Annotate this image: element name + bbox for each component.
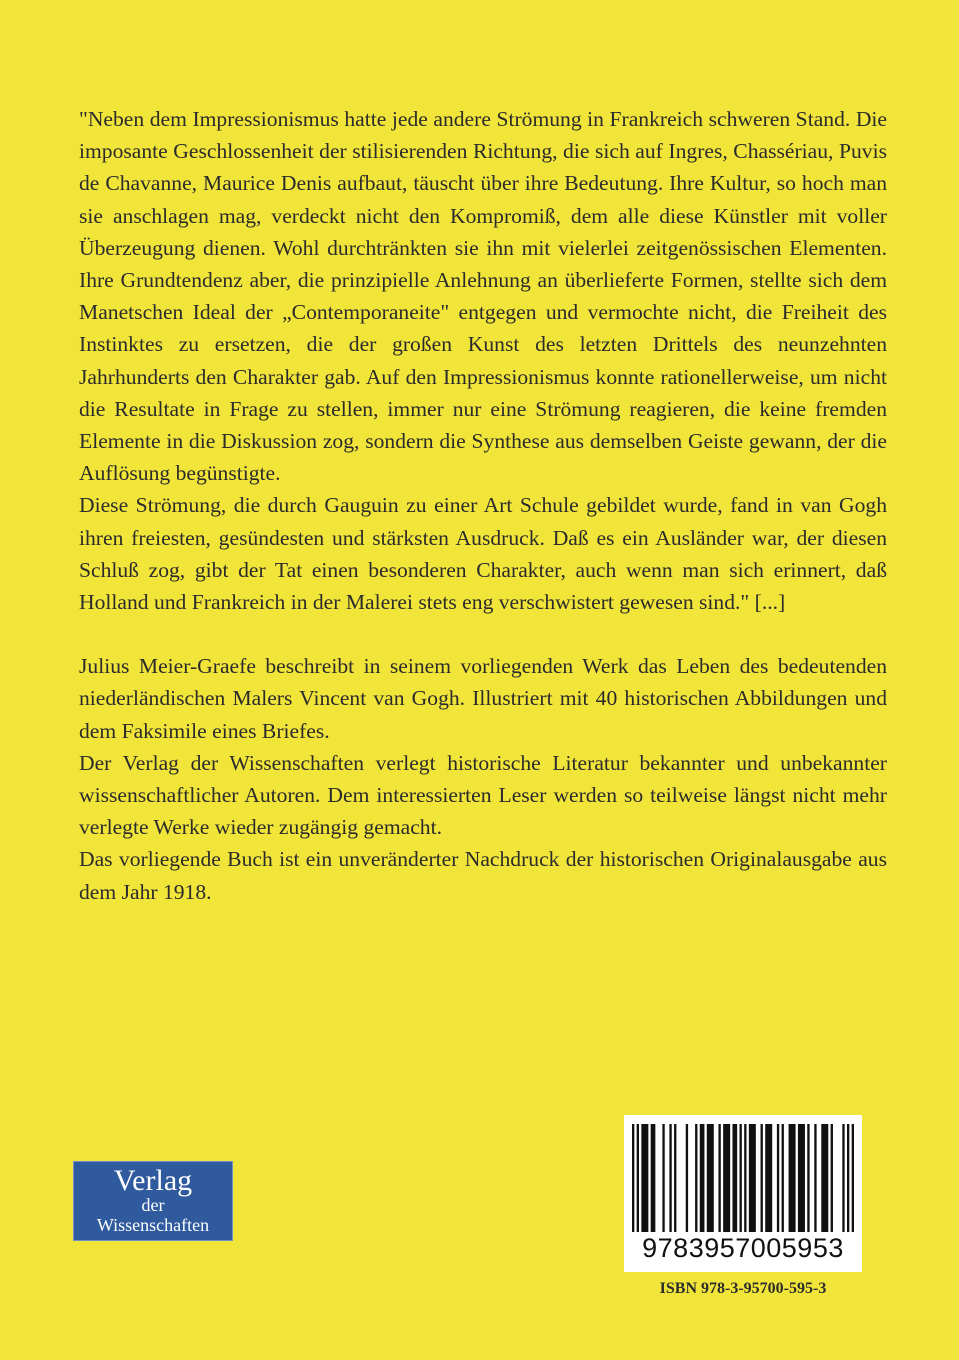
- barcode-bar-21: [789, 1124, 796, 1232]
- barcode-bar-23: [807, 1124, 809, 1232]
- barcode-bar-10: [707, 1124, 714, 1232]
- barcode-bar-4: [662, 1124, 664, 1232]
- logo-line-wissenschaften: Wissenschaften: [96, 1215, 210, 1235]
- barcode-bar-19: [777, 1124, 779, 1232]
- description-paragraph-2: Der Verlag der Wissenschaften verlegt historische Literatur bekannter und unbekannter wissenschaftlicher Autoren. Dem interessierten Leser werden so teilweise längst nicht mehr verlegte Werke wieder zugängig gemacht.: [79, 750, 887, 840]
- quote-paragraph-2: Diese Strömung, die durch Gauguin zu einer Art Schule gebildet wurde, fand in van Gogh ihren freiesten, gesündesten und stärksten Ausdruck. Daß es ein Ausländer war, der diesen Schluß zog, gibt der Tat einen besonderen Charakter, auch wenn man sich erinnert, daß Holland und Frankreich in der Malerei stets eng verschwistert gewesen sind." [...]: [79, 493, 887, 615]
- barcode-bars: [632, 1124, 854, 1232]
- barcode-bar-12: [723, 1124, 730, 1232]
- barcode-bar-26: [831, 1124, 833, 1232]
- description-paragraph-1: Julius Meier-Graefe beschreibt in seinem vorliegenden Werk das Leben des bedeutenden niederländischen Malers Vincent van Gogh. Illustriert mit 40 historischen Abbildungen und dem Faksimile eines Briefes.: [79, 654, 887, 743]
- barcode-bar-16: [749, 1124, 756, 1232]
- description-paragraph-3: Das vorliegende Buch ist ein unveränderter Nachdruck der historischen Originalausgabe aus dem Jahr 1918.: [79, 847, 887, 904]
- barcode-bar-7: [686, 1124, 688, 1232]
- barcode-bar-28: [847, 1124, 849, 1232]
- back-cover-text: [79, 103, 887, 908]
- barcode-bar-18: [765, 1124, 772, 1232]
- barcode-bar-9: [700, 1124, 705, 1232]
- barcode: [624, 1115, 862, 1272]
- barcode-bar-22: [798, 1124, 805, 1232]
- barcode-bar-13: [732, 1124, 737, 1232]
- barcode-bar-14: [739, 1124, 741, 1232]
- barcode-bar-2: [641, 1124, 648, 1232]
- barcode-bar-6: [674, 1124, 676, 1232]
- barcode-bar-8: [695, 1124, 697, 1232]
- barcode-bar-5: [669, 1124, 671, 1232]
- barcode-bar-20: [782, 1124, 784, 1232]
- barcode-bar-15: [744, 1124, 746, 1232]
- barcode-bar-0: [632, 1124, 634, 1232]
- barcode-bar-29: [852, 1124, 854, 1232]
- isbn-label: ISBN 978-3-95700-595-3: [659, 1280, 827, 1297]
- barcode-bar-17: [761, 1124, 763, 1232]
- barcode-bar-3: [651, 1124, 656, 1232]
- logo-line-der: der: [141, 1195, 165, 1215]
- logo-line-verlag: Verlag: [113, 1164, 193, 1197]
- barcode-digits: 9783957005953: [642, 1233, 844, 1263]
- barcode-bar-27: [842, 1124, 844, 1232]
- quote-paragraph-1: "Neben dem Impressionismus hatte jede andere Strömung in Frankreich schweren Stand. Die imposante Geschlossenheit der stilisierenden Richtung, die sich auf Ingres, Chassériau, Puvis de Chavanne, Maurice Denis aufbaut, täuscht über ihre Bedeutung. Ihre Kultur, so hoch man sie anschlagen mag, verdeckt nicht den Kompromiß, dem alle diese Künstler mit voller Überzeugung dienen. Wohl durchtränkten sie ihn mit vielerlei zeitgenössischen Elementen. Ihre Grundtendenz aber, die prinzipielle Anlehnung an überlieferte Formen, stellte sich dem Manetschen Ideal der „Contemporaneite" entgegen und vermochte nicht, die Freiheit des Instinktes zu ersetzen, die der großen Kunst des letzten Drittels des neunzehnten Jahrhunderts den Charakter gab. Auf den Impressionismus konnte rationellerweise, um nicht die Resultate in Frage zu stellen, immer nur eine Strömung reagieren, die keine fremden Elemente in die Diskussion zog, sondern die Synthese aus demselben Geiste gewann, der die Auflösung begünstigte.: [79, 107, 887, 486]
- barcode-bar-24: [814, 1124, 816, 1232]
- publisher-logo: [73, 1161, 233, 1241]
- barcode-bar-1: [637, 1124, 639, 1232]
- barcode-bar-11: [718, 1124, 720, 1232]
- paragraph-spacer: [79, 618, 887, 650]
- barcode-bar-25: [821, 1124, 828, 1232]
